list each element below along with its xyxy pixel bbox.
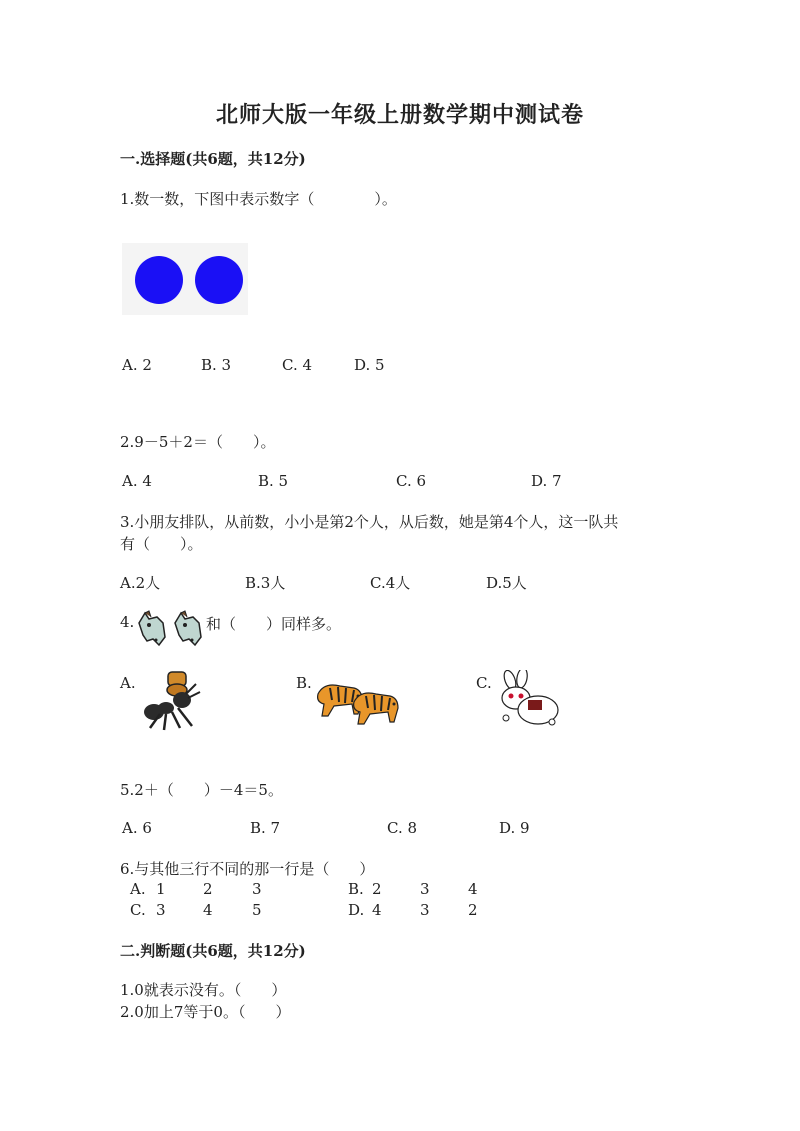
- question-2: 2.9－5＋2＝（ ）。: [120, 433, 276, 451]
- page-title: 北师大版一年级上册数学期中测试卷: [215, 102, 584, 128]
- q6-row-c-label: C.: [130, 901, 146, 919]
- section-heading-choice: 一.选择题(共6题，共12分): [120, 150, 306, 168]
- q4-option-c: C.: [476, 674, 492, 692]
- q6-row-a-num: 2: [203, 880, 213, 898]
- q3-option-d: D.5人: [486, 574, 527, 592]
- q5-option-b: B. 7: [250, 819, 281, 837]
- q6-row-b-label: B.: [348, 880, 364, 898]
- q6-row-c-num: 4: [203, 901, 213, 919]
- question-3-line1: 3.小朋友排队，从前数，小小是第2个人，从后数，她是第4个人，这一队共: [120, 513, 619, 531]
- q6-row-b-num: 4: [468, 880, 478, 898]
- q3-option-c: C.4人: [370, 574, 411, 592]
- q3-option-b: B.3人: [245, 574, 286, 592]
- blue-dot: [195, 256, 243, 304]
- q6-row-a-num: 3: [252, 880, 262, 898]
- question-4-suffix: 和（ ）同样多。: [206, 615, 342, 633]
- question-4-prefix: 4.: [120, 613, 135, 631]
- section-heading-judgment: 二.判断题(共6题，共12分): [120, 942, 306, 960]
- q6-row-a-num: 1: [156, 880, 166, 898]
- tiger-icon: [354, 693, 398, 724]
- q6-row-c-num: 5: [252, 901, 262, 919]
- question-3-line2: 有（ ）。: [120, 535, 203, 553]
- q6-row-b-num: 3: [420, 880, 430, 898]
- q6-row-d-num: 4: [372, 901, 382, 919]
- horse-head-icon: [139, 611, 165, 645]
- q2-option-a: A. 4: [122, 472, 152, 490]
- q1-option-d: D. 5: [354, 356, 385, 374]
- dots-figure: [122, 243, 248, 315]
- q5-option-a: A. 6: [122, 819, 152, 837]
- blue-dot: [135, 256, 183, 304]
- question-5: 5.2＋（ ）－4＝5。: [120, 781, 283, 799]
- tigers-icon: [314, 670, 404, 732]
- q4-option-a: A.: [120, 674, 136, 692]
- q4-option-b: B.: [296, 674, 312, 692]
- judgment-item-2: 2.0加上7等于0。（ ）: [120, 1003, 291, 1021]
- q5-option-d: D. 9: [499, 819, 530, 837]
- horse-heads-icon: [135, 609, 205, 649]
- q6-row-c-num: 3: [156, 901, 166, 919]
- q6-row-d-label: D.: [348, 901, 365, 919]
- q3-option-a: A.2人: [120, 574, 161, 592]
- horse-head-icon: [175, 611, 201, 645]
- q2-option-b: B. 5: [258, 472, 289, 490]
- q6-row-a-label: A.: [130, 880, 146, 898]
- q2-option-d: D. 7: [531, 472, 562, 490]
- q1-option-c: C. 4: [282, 356, 313, 374]
- ant-carrying-food-icon: [140, 668, 208, 734]
- question-1: 1.数一数，下图中表示数字（ ）。: [120, 190, 397, 208]
- q6-row-d-num: 2: [468, 901, 478, 919]
- q5-option-c: C. 8: [387, 819, 418, 837]
- q1-option-b: B. 3: [201, 356, 232, 374]
- rabbit-icon: [494, 670, 564, 732]
- q2-option-c: C. 6: [396, 472, 427, 490]
- judgment-item-1: 1.0就表示没有。（ ）: [120, 981, 287, 999]
- q1-option-a: A. 2: [122, 356, 152, 374]
- q6-row-b-num: 2: [372, 880, 382, 898]
- question-6: 6.与其他三行不同的那一行是（ ）: [120, 860, 375, 878]
- q6-row-d-num: 3: [420, 901, 430, 919]
